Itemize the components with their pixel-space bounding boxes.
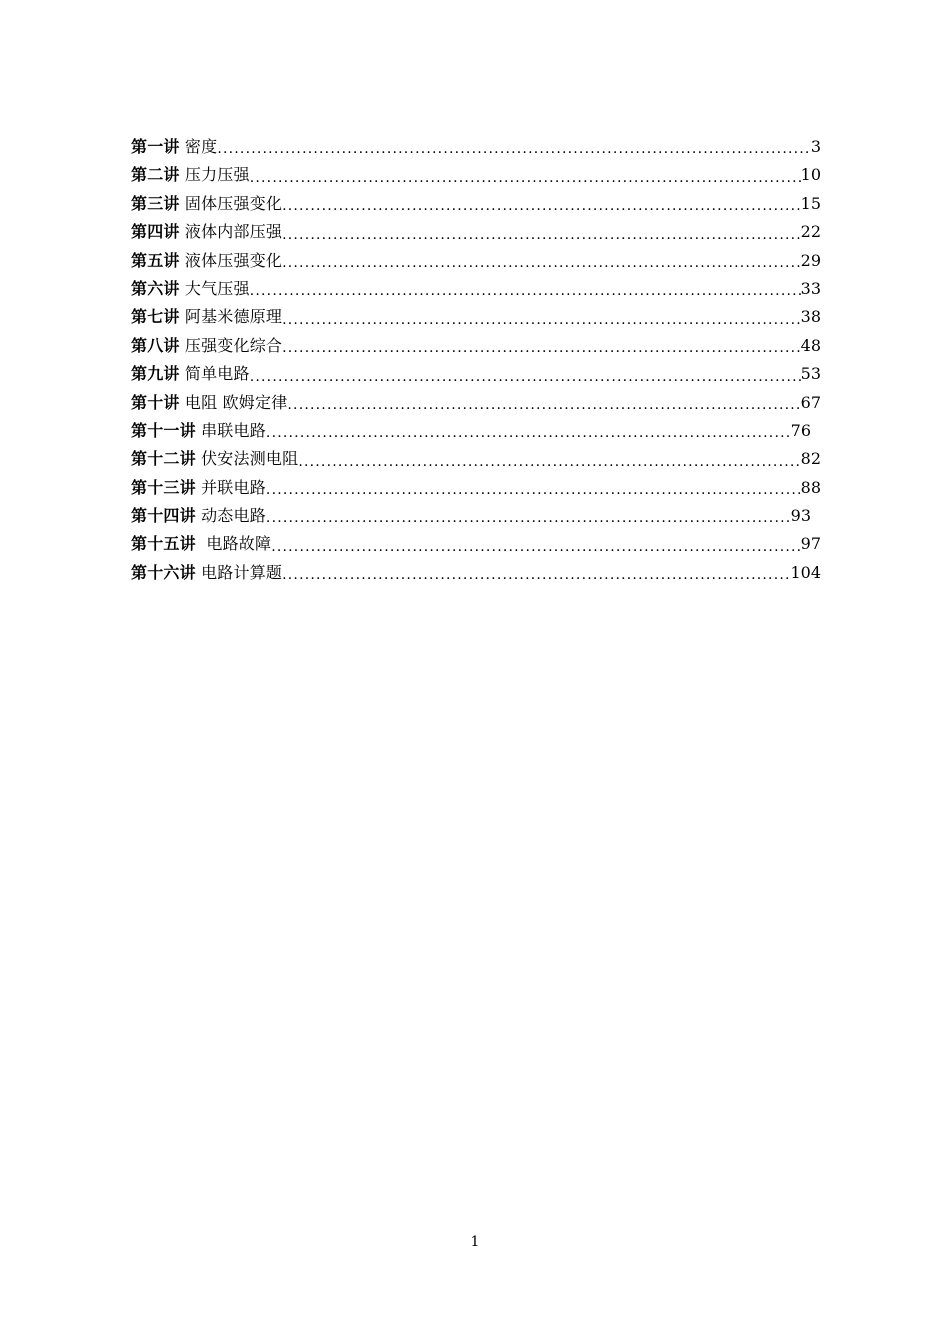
toc-lecture-label: 第十讲 bbox=[131, 392, 180, 412]
toc-dot-leader bbox=[266, 417, 791, 445]
toc-entry-title bbox=[131, 332, 282, 360]
toc-entry[interactable] bbox=[131, 530, 821, 558]
toc-page-number: 15 bbox=[800, 193, 821, 213]
toc-page-number: 67 bbox=[800, 392, 821, 412]
toc-entry[interactable] bbox=[131, 474, 821, 502]
toc-dot-leader bbox=[282, 218, 801, 246]
toc-topic: 简单电路 bbox=[184, 364, 250, 384]
toc-topic: 固体压强变化 bbox=[184, 193, 283, 213]
toc-topic: 液体压强变化 bbox=[184, 250, 283, 270]
toc-entry[interactable] bbox=[131, 445, 821, 473]
toc-entry-title bbox=[131, 360, 250, 388]
toc-page-number: 82 bbox=[800, 449, 821, 469]
toc-topic: 电路计算题 bbox=[201, 562, 283, 582]
toc-lecture-label: 第四讲 bbox=[131, 222, 180, 242]
toc-entry-title bbox=[131, 445, 298, 473]
toc-entry-title bbox=[131, 218, 282, 246]
toc-page-number: 29 bbox=[800, 250, 821, 270]
toc-page-number: 38 bbox=[800, 307, 821, 327]
toc-page-number: 3 bbox=[810, 136, 821, 156]
toc-entry[interactable] bbox=[131, 133, 821, 161]
toc-entry-title bbox=[131, 530, 271, 558]
toc-lecture-label: 第五讲 bbox=[131, 250, 180, 270]
toc-dot-leader bbox=[282, 190, 801, 218]
toc-entry[interactable] bbox=[131, 275, 821, 303]
toc-page-number: 93 bbox=[790, 506, 811, 526]
toc-entry[interactable] bbox=[131, 559, 821, 587]
toc-dot-leader bbox=[287, 389, 800, 417]
toc-topic: 大气压强 bbox=[184, 278, 250, 298]
toc-lecture-label: 第七讲 bbox=[131, 307, 180, 327]
toc-lecture-label: 第三讲 bbox=[131, 193, 180, 213]
toc-entry-title bbox=[131, 417, 266, 445]
toc-entry[interactable] bbox=[131, 360, 821, 388]
toc-lecture-label: 第二讲 bbox=[131, 165, 180, 185]
toc-dot-leader bbox=[217, 133, 811, 161]
toc-page-number: 97 bbox=[800, 534, 821, 554]
toc-topic: 并联电路 bbox=[201, 477, 266, 497]
toc-page-number: 76 bbox=[790, 420, 811, 440]
toc-entry-title bbox=[131, 190, 282, 218]
toc-entry[interactable] bbox=[131, 502, 811, 530]
toc-page-number: 22 bbox=[800, 222, 821, 242]
toc-entry[interactable] bbox=[131, 161, 821, 189]
toc-page-number: 53 bbox=[800, 364, 821, 384]
toc-topic: 电路故障 bbox=[201, 534, 272, 554]
toc-lecture-label: 第十四讲 bbox=[131, 506, 196, 526]
toc-page-number: 10 bbox=[800, 165, 821, 185]
toc-entry[interactable] bbox=[131, 303, 821, 331]
toc-entry[interactable] bbox=[131, 389, 821, 417]
toc-page-number: 88 bbox=[800, 477, 821, 497]
toc-lecture-label: 第十二讲 bbox=[131, 449, 196, 469]
toc-page-number: 104 bbox=[790, 562, 821, 582]
toc-lecture-label: 第十六讲 bbox=[131, 562, 196, 582]
toc-dot-leader bbox=[250, 275, 801, 303]
toc-lecture-label: 第六讲 bbox=[131, 278, 180, 298]
toc-lecture-label: 第一讲 bbox=[131, 136, 180, 156]
toc-page-number: 48 bbox=[800, 335, 821, 355]
toc-lecture-label: 第十一讲 bbox=[131, 420, 196, 440]
toc-topic: 阿基米德原理 bbox=[184, 307, 283, 327]
toc-lecture-label: 第八讲 bbox=[131, 335, 180, 355]
toc-dot-leader bbox=[282, 303, 801, 331]
toc-dot-leader bbox=[266, 502, 791, 530]
toc-topic: 动态电路 bbox=[201, 506, 266, 526]
toc-page-number: 33 bbox=[800, 278, 821, 298]
toc-dot-leader bbox=[250, 360, 801, 388]
toc-dot-leader bbox=[298, 445, 800, 473]
toc-topic: 压强变化综合 bbox=[184, 335, 283, 355]
toc-topic: 密度 bbox=[184, 136, 218, 156]
toc-dot-leader bbox=[250, 161, 801, 189]
toc-dot-leader bbox=[282, 559, 790, 587]
toc-entry[interactable] bbox=[131, 332, 821, 360]
toc-entry-title bbox=[131, 389, 287, 417]
toc-entry-title bbox=[131, 303, 282, 331]
toc-entry[interactable] bbox=[131, 218, 821, 246]
toc-topic: 液体内部压强 bbox=[184, 222, 283, 242]
toc-lecture-label: 第十五讲 bbox=[131, 534, 196, 554]
toc-lecture-label: 第九讲 bbox=[131, 364, 180, 384]
toc-dot-leader bbox=[282, 247, 801, 275]
toc-dot-leader bbox=[271, 530, 800, 558]
page-footer-number: 1 bbox=[470, 1234, 480, 1250]
toc-entry[interactable] bbox=[131, 190, 821, 218]
toc-entry-title bbox=[131, 247, 282, 275]
toc-entry-title bbox=[131, 559, 282, 587]
toc-topic: 电阻 欧姆定律 bbox=[184, 392, 288, 412]
toc-entry-title bbox=[131, 474, 266, 502]
toc-dot-leader bbox=[282, 332, 801, 360]
toc-topic: 伏安法测电阻 bbox=[201, 449, 299, 469]
toc-dot-leader bbox=[266, 474, 801, 502]
toc-entry[interactable] bbox=[131, 247, 821, 275]
toc-topic: 串联电路 bbox=[201, 420, 266, 440]
table-of-contents bbox=[131, 133, 821, 587]
toc-entry-title bbox=[131, 133, 217, 161]
toc-entry-title bbox=[131, 161, 250, 189]
toc-entry-title bbox=[131, 275, 250, 303]
toc-entry-title bbox=[131, 502, 266, 530]
toc-lecture-label: 第十三讲 bbox=[131, 477, 196, 497]
toc-entry[interactable] bbox=[131, 417, 811, 445]
toc-topic: 压力压强 bbox=[184, 165, 250, 185]
